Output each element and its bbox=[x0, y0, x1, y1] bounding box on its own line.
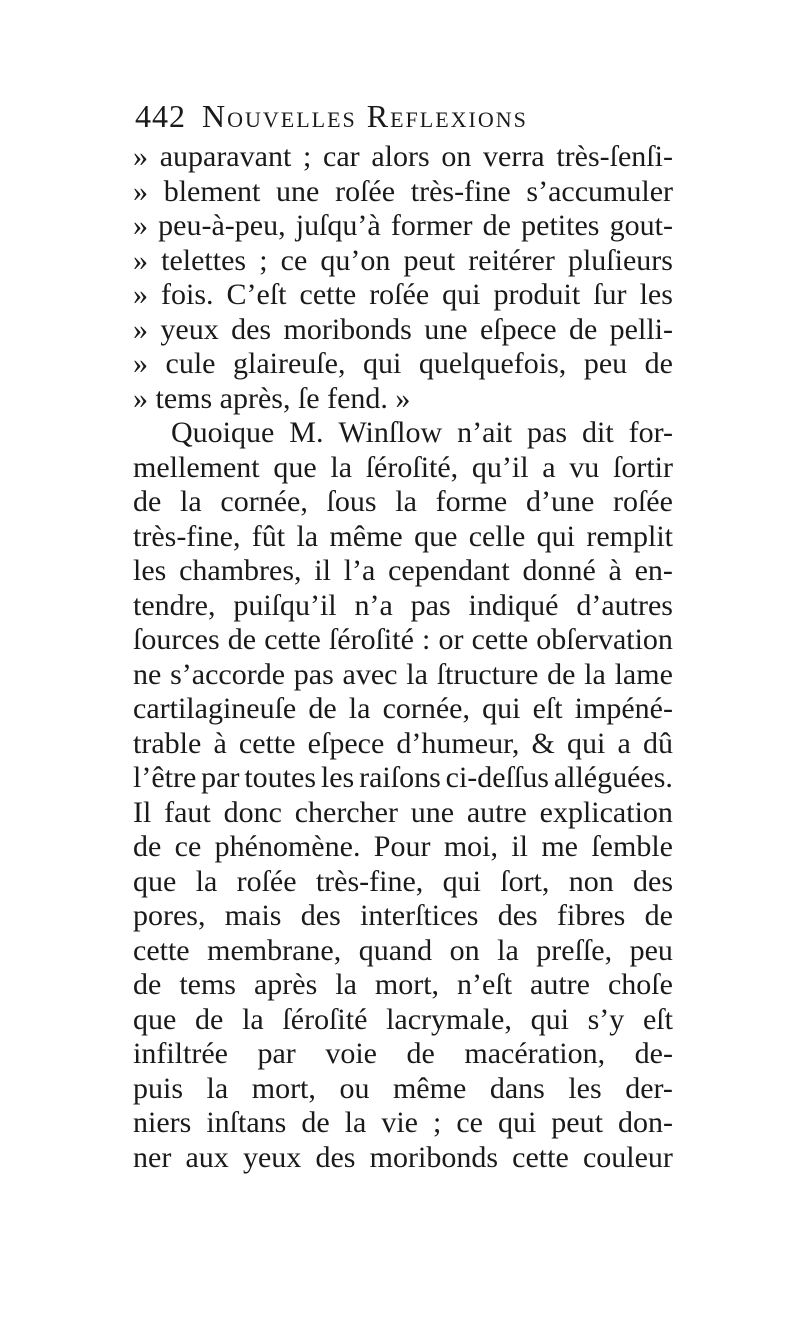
text-line: tendre, puiſqu’il n’a pas indiqué d’autres bbox=[133, 588, 673, 622]
text-line: l’être par toutes les raiſons ci-deſſus alléguées. bbox=[133, 761, 673, 794]
text-line: » peu-à-peu, juſqu’à former de petites gout- bbox=[133, 209, 673, 242]
text-line: Il faut donc chercher une autre explication bbox=[133, 795, 673, 829]
body-text bbox=[133, 140, 673, 1175]
text-line: de ce phénomène. Pour moi, il me ſemble bbox=[133, 830, 673, 863]
text-line: niers inſtans de la vie ; ce qui peut don- bbox=[133, 1106, 673, 1139]
text-line: ner aux yeux des moribonds cette couleur bbox=[133, 1140, 673, 1174]
text-line: pores, mais des interſtices des fibres de bbox=[133, 899, 673, 932]
running-title: Nouvelles Reflexions bbox=[202, 98, 528, 134]
text-line: » auparavant ; car alors on verra très-ſenſi- bbox=[133, 140, 673, 173]
text-line: infiltrée par voie de macération, de- bbox=[133, 1037, 673, 1070]
text-line: mellement que la ſéroſité, qu’il a vu ſortir bbox=[133, 450, 673, 484]
text-line: Quoique M. Winſlow n’ait pas dit for- bbox=[171, 416, 673, 449]
text-line: ſources de cette ſéroſité : or cette obſervation bbox=[133, 623, 673, 656]
text-line: que la roſée très-fine, qui ſort, non des bbox=[133, 864, 673, 898]
text-line: les chambres, il l’a cependant donné à en- bbox=[133, 554, 673, 587]
text-line: » telettes ; ce qu’on peut reitérer pluſieurs bbox=[133, 243, 673, 277]
text-line: de la cornée, ſous la forme d’une roſée bbox=[133, 485, 673, 518]
text-line: » yeux des moribonds une eſpece de pelli- bbox=[133, 312, 673, 346]
text-line: que de la ſéroſité lacrymale, qui s’y eſt bbox=[133, 1002, 673, 1036]
text-line: » blement une roſée très-fine s’accumuler bbox=[133, 174, 673, 208]
text-line: puis la mort, ou même dans les der- bbox=[133, 1071, 673, 1105]
text-line: de tems après la mort, n’eſt autre choſe bbox=[133, 968, 673, 1001]
page-header bbox=[135, 98, 675, 138]
text-line: trable à cette eſpece d’humeur, & qui a dû bbox=[133, 726, 673, 760]
text-line: » cule glaireuſe, qui quelquefois, peu de bbox=[133, 347, 673, 380]
text-line: ne s’accorde pas avec la ſtructure de la lame bbox=[133, 657, 673, 691]
text-line: très-fine, fût la même que celle qui remplit bbox=[133, 519, 673, 553]
text-line: cette membrane, quand on la preſſe, peu bbox=[133, 933, 673, 967]
text-line: » fois. C’eſt cette roſée qui produit ſur les bbox=[133, 278, 673, 311]
page-number: 442 bbox=[135, 98, 186, 134]
text-line: cartilagineuſe de la cornée, qui eſt impéné- bbox=[133, 692, 673, 725]
text-line: » tems après, ſe fend. » bbox=[133, 381, 411, 415]
